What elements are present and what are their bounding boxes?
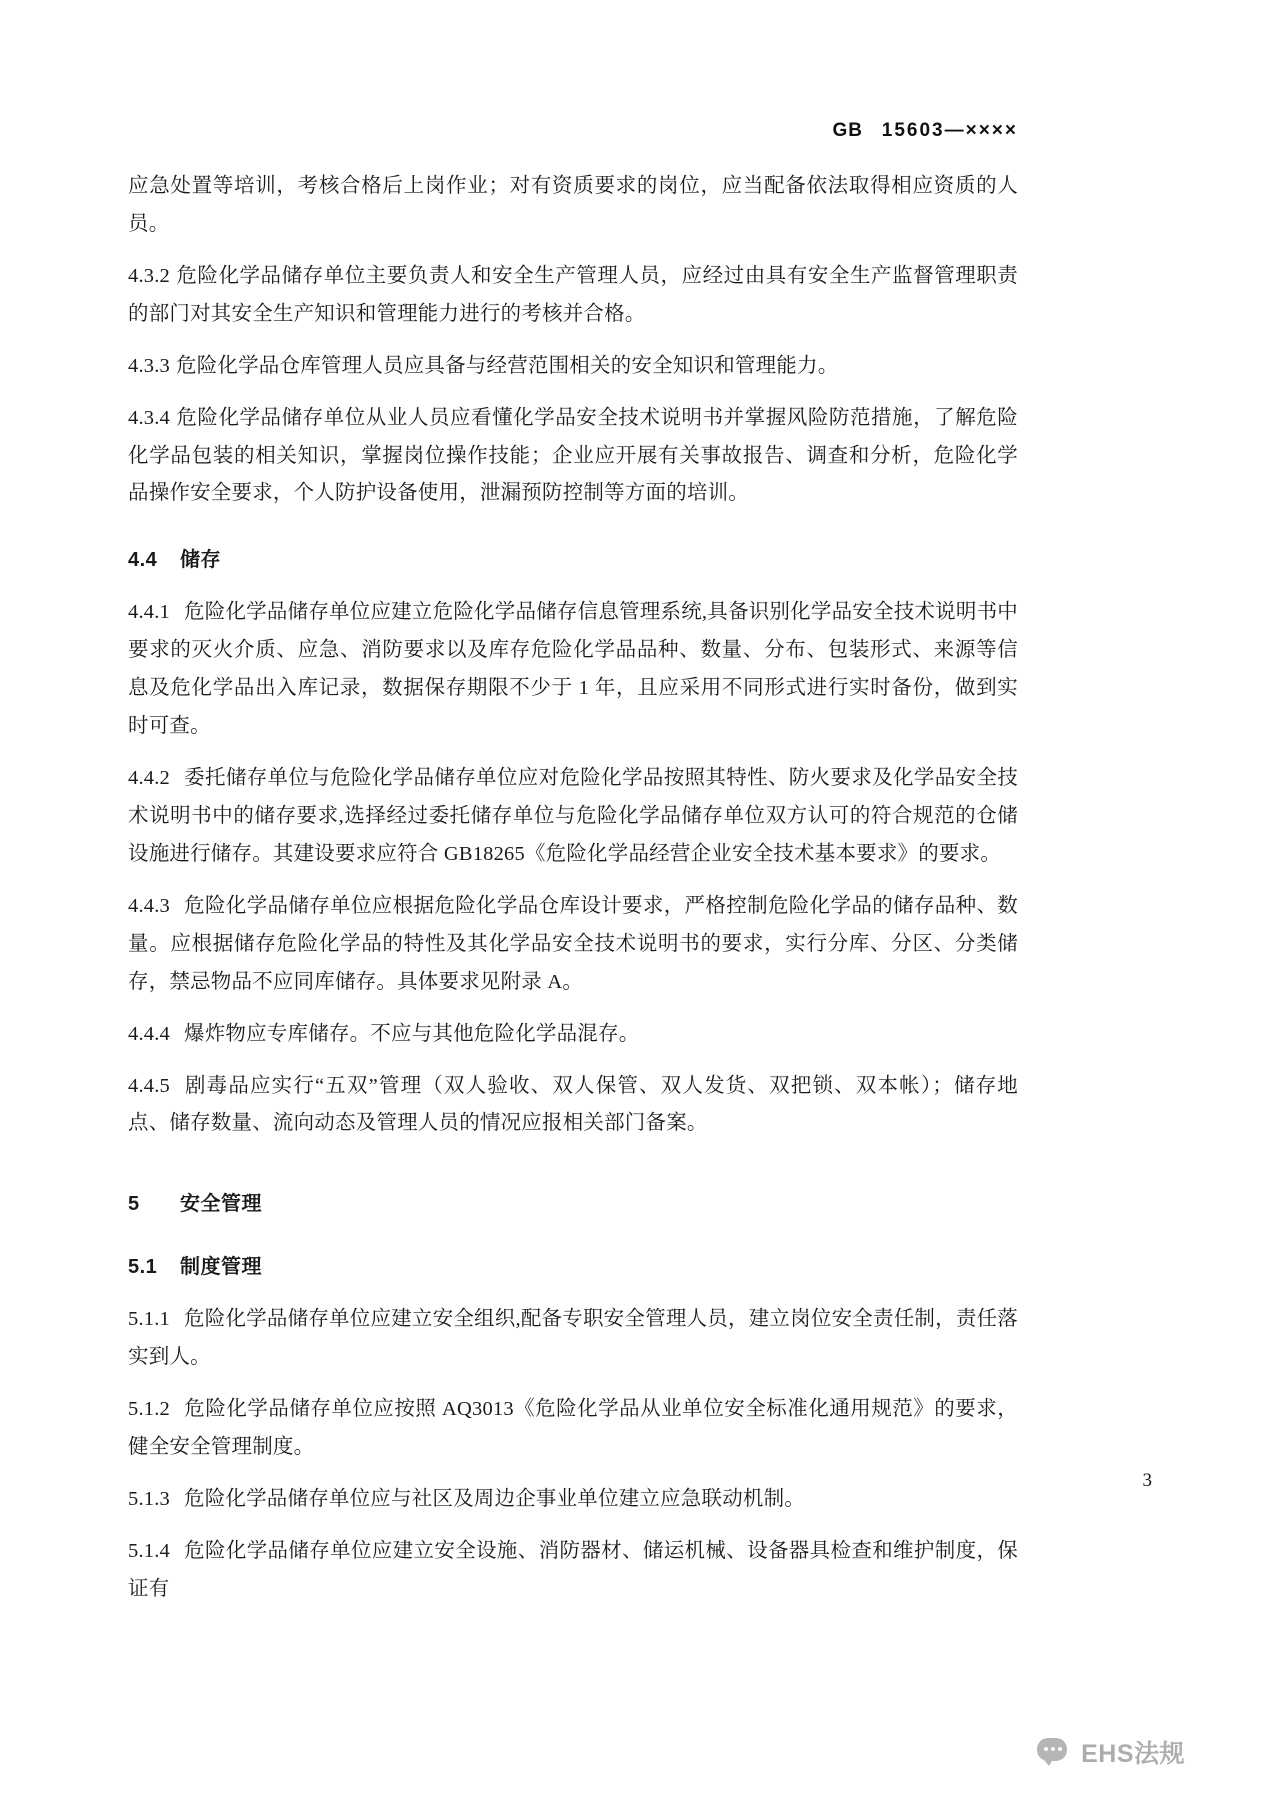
watermark (1037, 1734, 1185, 1770)
page-number: 3 (1142, 1470, 1152, 1491)
paragraph-5-1-2 (128, 1391, 1018, 1467)
paragraph-text: 危险化学品储存单位应建立安全设施、消防器材、储运机械、设备器具检查和维护制度，保证有 (128, 1539, 1018, 1600)
watermark-text: EHS法规 (1081, 1740, 1185, 1768)
paragraph-4-4-1 (128, 594, 1018, 746)
standard-label: GB (832, 120, 863, 141)
paragraph-text: 危险化学品仓库管理人员应具备与经营范围相关的安全知识和管理能力。 (176, 354, 839, 377)
clause-number: 4.4.5 (128, 1074, 170, 1097)
paragraph-5-1-1 (128, 1301, 1018, 1377)
paragraph-4-4-5 (128, 1068, 1018, 1144)
paragraph-5-1-4 (128, 1533, 1018, 1609)
paragraph-text: 剧毒品应实行“五双”管理（双人验收、双人保管、双人发货、双把锁、双本帐）；储存地点、储存数量、流向动态及管理人员的情况应报相关部门备案。 (128, 1074, 1018, 1135)
heading-5 (128, 1187, 1018, 1216)
section-title: 储存 (180, 549, 221, 572)
clause-number: 4.4.4 (128, 1022, 170, 1045)
paragraph-4-4-4 (128, 1016, 1018, 1054)
clause-number: 4.4.1 (128, 601, 170, 624)
paragraph-text: 危险化学品储存单位应与社区及周边企事业单位建立应急联动机制。 (184, 1488, 805, 1511)
paragraph-text: 应急处置等培训，考核合格后上岗作业；对有资质要求的岗位，应当配备依法取得相应资质的人员。 (128, 175, 1018, 235)
clause-number: 5.1.1 (128, 1308, 170, 1331)
paragraph-text: 危险化学品储存单位应建立安全组织,配备专职安全管理人员，建立岗位安全责任制，责任落实到人。 (128, 1308, 1018, 1369)
clause-number: 4.3.2 (128, 264, 170, 287)
section-number: 5 (128, 1193, 140, 1216)
clause-number: 5.1.4 (128, 1539, 170, 1562)
paragraph-5-1-3 (128, 1481, 1018, 1519)
paragraph-4-3-2 (128, 258, 1018, 334)
clause-number: 4.3.4 (128, 406, 170, 429)
clause-number: 5.1.3 (128, 1488, 170, 1511)
clause-number: 4.4.3 (128, 894, 170, 917)
clause-number: 4.3.3 (128, 354, 170, 377)
section-number: 5.1 (128, 1256, 158, 1279)
paragraph-text: 爆炸物应专库储存。不应与其他危险化学品混存。 (184, 1022, 640, 1045)
paragraph-continued (128, 168, 1018, 244)
paragraph-text: 危险化学品储存单位应根据危险化学品仓库设计要求，严格控制危险化学品的储存品种、数量。应根据储存危险化学品的特性及其化学品安全技术说明书的要求，实行分库、分区、分类储存，禁忌物品不应同库储存。具体要求见附录 A。 (128, 894, 1018, 993)
paragraph-text: 危险化学品储存单位从业人员应看懂化学品安全技术说明书并掌握风险防范措施，了解危险化学品包装的相关知识，掌握岗位操作技能；企业应开展有关事故报告、调查和分析，危险化学品操作安全要求，个人防护设备使用，泄漏预防控制等方面的培训。 (128, 406, 1018, 505)
paragraph-text: 危险化学品储存单位应建立危险化学品储存信息管理系统,具备识别化学品安全技术说明书中要求的灭火介质、应急、消防要求以及库存危险化学品品种、数量、分布、包装形式、来源等信息及危化学品出入库记录，数据保存期限不少于 1 年，且应采用不同形式进行实时备份，做到实时可查。 (128, 601, 1018, 738)
chat-bubble-icon (1037, 1738, 1071, 1766)
section-title: 安全管理 (180, 1193, 262, 1216)
clause-number: 4.4.2 (128, 767, 170, 790)
heading-4-4 (128, 543, 1018, 572)
section-title: 制度管理 (180, 1256, 262, 1279)
page-content (128, 120, 1018, 1623)
heading-5-1 (128, 1250, 1018, 1279)
paragraph-4-3-4 (128, 400, 1018, 514)
clause-number: 5.1.2 (128, 1398, 170, 1421)
running-header (128, 120, 1018, 142)
paragraph-text: 危险化学品储存单位应按照 AQ3013《危险化学品从业单位安全标准化通用规范》的要求，健全安全管理制度。 (128, 1398, 1018, 1459)
paragraph-4-4-3 (128, 888, 1018, 1002)
paragraph-text: 危险化学品储存单位主要负责人和安全生产管理人员，应经过由具有安全生产监督管理职责的部门对其安全生产知识和管理能力进行的考核并合格。 (128, 264, 1018, 325)
paragraph-4-3-3 (128, 348, 1018, 386)
section-number: 4.4 (128, 549, 158, 572)
standard-number: 15603—×××× (881, 120, 1018, 141)
paragraph-4-4-2 (128, 760, 1018, 874)
paragraph-text: 委托储存单位与危险化学品储存单位应对危险化学品按照其特性、防火要求及化学品安全技术说明书中的储存要求,选择经过委托储存单位与危险化学品储存单位双方认可的符合规范的仓储设施进行储存。其建设要求应符合 GB18265《危险化学品经营企业安全技术基本要求》的要求。 (128, 767, 1018, 865)
